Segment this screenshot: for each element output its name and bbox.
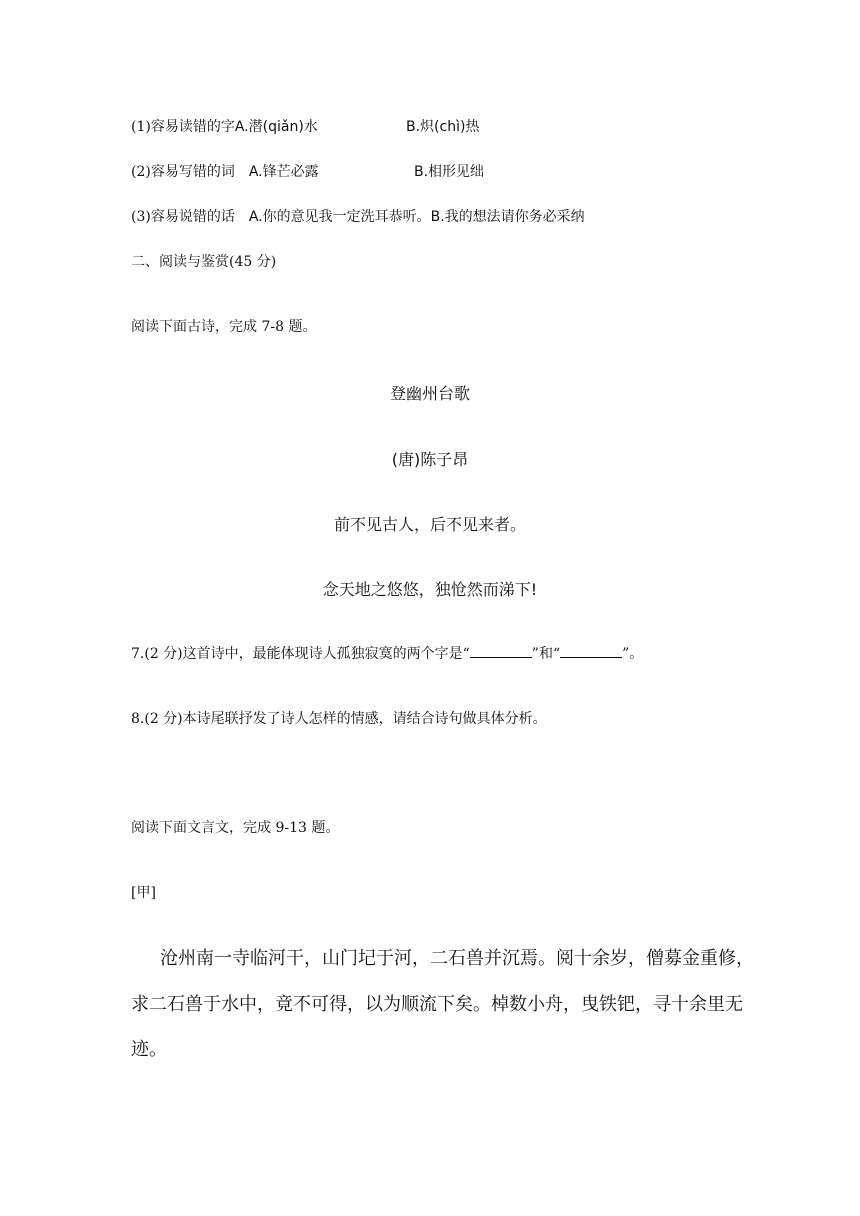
question-7 bbox=[131, 644, 643, 664]
answer-blank-2[interactable] bbox=[560, 645, 622, 658]
prose-line-2: 求二石兽于水中，竟不可得，以为顺流下矣。棹数小舟，曳铁钯，寻十余里无 bbox=[131, 994, 743, 1015]
question-7-prefix: 7.(2 分)这首诗中，最能体现诗人孤独寂寞的两个字是“ bbox=[131, 646, 470, 662]
q6-row-2-label: (2)容易写错的词 bbox=[131, 164, 235, 180]
q6-row-1 bbox=[131, 117, 480, 137]
poem-instructions: 阅读下面古诗，完成 7-8 题。 bbox=[131, 319, 317, 335]
q6-row-1-option-a: A.潜(qiǎn)水 bbox=[234, 119, 318, 135]
q6-row-3-option-a: A.你的意见我一定洗耳恭听。 bbox=[248, 209, 431, 225]
answer-blank-1[interactable] bbox=[470, 645, 532, 658]
question-7-mid: ”和“ bbox=[531, 646, 561, 662]
poem-author: (唐)陈子昂 bbox=[391, 450, 469, 469]
q6-row-2 bbox=[131, 162, 485, 182]
prose-line-3: 迹。 bbox=[131, 1039, 167, 1060]
q6-row-2-option-a: A.锋芒必露 bbox=[248, 164, 319, 180]
q6-row-3-option-b: B.我的想法请你务必采纳 bbox=[430, 209, 585, 225]
q6-row-2-option-b: B.相形见绌 bbox=[414, 164, 485, 180]
poem-line-2: 念天地之悠悠，独怆然而涕下! bbox=[322, 580, 538, 599]
question-8: 8.(2 分)本诗尾联抒发了诗人怎样的情感，请结合诗句做具体分析。 bbox=[131, 711, 547, 727]
prose-instructions: 阅读下面文言文，完成 9-13 题。 bbox=[131, 820, 340, 836]
prose-line-1: 沧州南一寺临河干，山门圮于河，二石兽并沉焉。阅十余岁，僧募金重修， bbox=[160, 948, 754, 969]
section-heading: 二、阅读与鉴赏(45 分) bbox=[131, 254, 277, 270]
poem-line-1: 前不见古人，后不见来者。 bbox=[333, 515, 526, 534]
poem-title: 登幽州台歌 bbox=[389, 384, 470, 403]
q6-row-1-label: (1)容易读错的字 bbox=[131, 119, 235, 135]
q6-row-1-option-b: B.炽(chì)热 bbox=[406, 119, 480, 135]
passage-jia-label: [甲] bbox=[131, 885, 156, 901]
question-7-suffix: ”。 bbox=[622, 646, 644, 662]
q6-row-3 bbox=[131, 207, 585, 227]
q6-row-3-label: (3)容易说错的话 bbox=[131, 209, 235, 225]
